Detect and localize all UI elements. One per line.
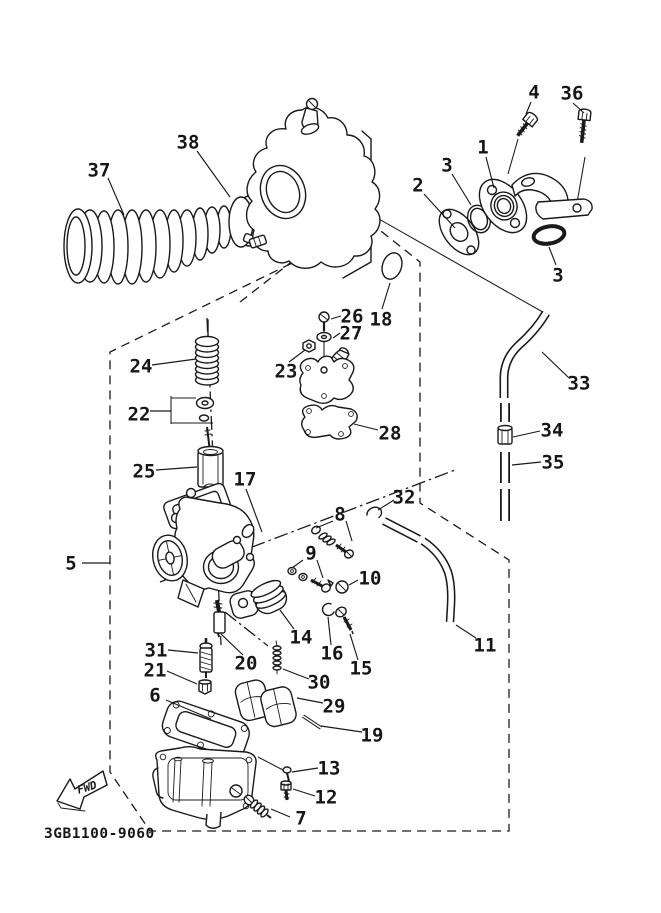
part-label-31: 31 bbox=[144, 639, 168, 662]
part-label-29: 29 bbox=[322, 695, 346, 718]
fwd-arrow-label: FWD bbox=[75, 778, 99, 797]
leader-line-12 bbox=[293, 789, 315, 796]
oring-3-lower-drawing bbox=[532, 224, 565, 246]
leader-line-24 bbox=[152, 359, 196, 365]
construction-line-11 bbox=[508, 139, 518, 174]
leader-line-18 bbox=[382, 283, 390, 309]
part-label-33: 33 bbox=[567, 372, 591, 395]
construction-line-0 bbox=[110, 224, 509, 831]
leader-line-8 bbox=[346, 521, 352, 541]
leader-line-16 bbox=[328, 617, 331, 645]
part-label-2: 2 bbox=[412, 174, 424, 197]
clip-16-drawing bbox=[323, 603, 334, 615]
leader-line-7 bbox=[271, 809, 290, 817]
part-label-3b: 3 bbox=[552, 264, 564, 287]
part-label-21: 21 bbox=[143, 659, 167, 682]
jet-31-drawing bbox=[200, 638, 212, 678]
manifold-1-drawing bbox=[470, 171, 592, 242]
part-label-36: 36 bbox=[560, 82, 584, 105]
leader-line-38 bbox=[197, 151, 230, 197]
part-label-25: 25 bbox=[132, 460, 156, 483]
cylinder-drawing bbox=[247, 99, 380, 279]
part-label-20: 20 bbox=[234, 652, 258, 675]
part-label-8: 8 bbox=[334, 503, 346, 526]
part-label-22: 22 bbox=[127, 403, 151, 426]
screw-13-drawing bbox=[283, 767, 291, 781]
hose-11-drawing bbox=[384, 521, 451, 622]
nut-21-drawing bbox=[199, 680, 211, 694]
part-label-1: 1 bbox=[477, 136, 489, 159]
leader-line-29 bbox=[297, 698, 323, 703]
pin-19-drawing bbox=[303, 716, 321, 728]
pump-cover-23-drawing bbox=[300, 346, 354, 403]
part-label-37: 37 bbox=[87, 159, 111, 182]
leader-line-35 bbox=[512, 462, 541, 465]
part-label-23: 23 bbox=[274, 360, 298, 383]
leader-line-21 bbox=[167, 671, 197, 684]
part-label-4: 4 bbox=[528, 81, 540, 104]
float-bowl-drawing bbox=[153, 747, 256, 829]
spring-30-drawing bbox=[273, 641, 281, 674]
fwd-arrow bbox=[57, 771, 107, 811]
construction-line-12 bbox=[577, 157, 585, 203]
leader-line-28 bbox=[354, 424, 378, 430]
leader-line-9 bbox=[317, 560, 323, 578]
part-label-6: 6 bbox=[149, 684, 161, 707]
air-duct-37-drawing bbox=[64, 206, 231, 284]
part-label-16: 16 bbox=[320, 642, 344, 665]
part-label-30: 30 bbox=[307, 671, 331, 694]
part-label-13: 13 bbox=[317, 757, 341, 780]
part-label-14: 14 bbox=[289, 626, 313, 649]
part-label-10: 10 bbox=[358, 567, 382, 590]
part-label-7: 7 bbox=[295, 807, 307, 830]
part-label-3a: 3 bbox=[441, 154, 453, 177]
leader-line-37 bbox=[108, 178, 124, 215]
leader-line-33 bbox=[542, 352, 569, 378]
part-label-24: 24 bbox=[129, 355, 153, 378]
throttle-valve-25-drawing bbox=[198, 447, 223, 488]
gasket-28-drawing bbox=[302, 405, 358, 439]
leader-line-3b bbox=[549, 247, 556, 265]
part-label-18: 18 bbox=[369, 308, 393, 331]
part-label-9: 9 bbox=[305, 542, 317, 565]
washer-27-drawing bbox=[317, 333, 331, 342]
oring-18-drawing bbox=[379, 250, 405, 282]
screw-10-drawing bbox=[328, 580, 348, 593]
part-label-34: 34 bbox=[540, 419, 564, 442]
leader-line-13 bbox=[292, 768, 318, 772]
leader-line-34 bbox=[513, 431, 540, 437]
bolt-4-drawing bbox=[513, 111, 539, 140]
screw-12-drawing bbox=[281, 781, 291, 800]
part-label-12: 12 bbox=[314, 786, 338, 809]
part-label-28: 28 bbox=[378, 422, 402, 445]
leader-line-8 bbox=[316, 521, 333, 528]
part-label-27: 27 bbox=[339, 322, 363, 345]
part-label-5: 5 bbox=[65, 552, 77, 575]
part-label-11: 11 bbox=[473, 634, 497, 657]
leader-line-26 bbox=[331, 316, 341, 319]
leader-line-9 bbox=[292, 560, 303, 568]
leader-line-19 bbox=[321, 726, 362, 732]
leader-line-25 bbox=[156, 467, 197, 470]
leader-line-15 bbox=[350, 634, 358, 660]
part-label-19: 19 bbox=[360, 724, 384, 747]
leader-line-3a bbox=[452, 174, 471, 205]
screw-15-drawing bbox=[334, 605, 353, 634]
screw-26-drawing bbox=[319, 312, 329, 331]
part-code: 3GB1100-9060 bbox=[44, 826, 155, 842]
part-label-32: 32 bbox=[392, 486, 416, 509]
part-label-35: 35 bbox=[541, 451, 565, 474]
carburetor-body-drawing bbox=[149, 482, 260, 620]
part-label-17: 17 bbox=[233, 468, 257, 491]
leader-line-30 bbox=[283, 669, 309, 679]
part-label-26: 26 bbox=[340, 305, 364, 328]
screw-set-9-drawing bbox=[288, 568, 332, 594]
joint-34-drawing bbox=[498, 426, 512, 445]
part-label-15: 15 bbox=[349, 657, 373, 680]
hose-33-drawing bbox=[504, 313, 546, 422]
bolt-36-drawing bbox=[576, 109, 591, 144]
jet-20-drawing bbox=[214, 600, 225, 637]
leader-line-10 bbox=[349, 580, 358, 585]
leader-line-31 bbox=[168, 650, 198, 653]
part-label-38: 38 bbox=[176, 131, 200, 154]
construction-line-13 bbox=[258, 757, 283, 770]
